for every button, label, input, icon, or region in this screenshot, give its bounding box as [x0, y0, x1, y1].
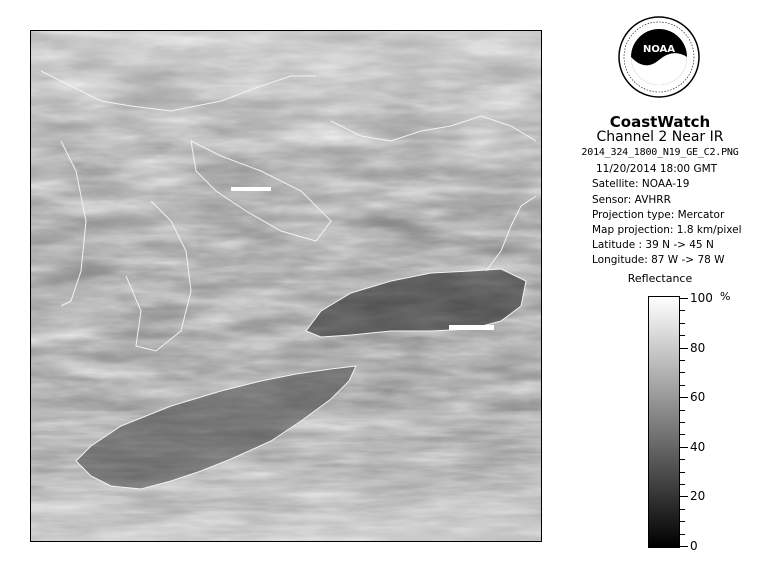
colorbar-major-tick	[680, 496, 688, 497]
datetime-text: 11/20/2014 18:00 GMT	[596, 163, 718, 175]
colorbar-major-tick	[680, 447, 688, 448]
colorbar-minor-tick	[680, 434, 685, 435]
colorbar-minor-tick	[680, 484, 685, 485]
colorbar-title: Reflectance	[627, 272, 693, 285]
noaa-logo	[618, 16, 700, 98]
colorbar-major-tick	[680, 397, 688, 398]
colorbar-tick-label: 20	[690, 489, 706, 504]
colorbar-minor-tick	[680, 323, 685, 324]
colorbar-minor-tick	[680, 410, 685, 411]
colorbar-tick-label: 80	[690, 340, 706, 355]
colorbar-minor-tick	[680, 360, 685, 361]
satellite-image	[30, 30, 542, 542]
colorbar-minor-tick	[680, 335, 685, 336]
filename-label: 2014_324_1800_N19_GE_C2.PNG	[581, 147, 739, 158]
colorbar-unit: %	[720, 290, 731, 303]
logo-center-text: NOAA	[642, 44, 676, 55]
colorbar-major-tick	[680, 348, 688, 349]
product-title: CoastWatch	[609, 113, 711, 131]
colorbar-major-tick	[680, 546, 688, 547]
colorbar-minor-tick	[680, 372, 685, 373]
colorbar-minor-tick	[680, 534, 685, 535]
colorbar-minor-tick	[680, 521, 685, 522]
satellite-text: Satellite: NOAA-19	[592, 178, 690, 190]
channel-subtitle: Channel 2 Near IR	[596, 129, 724, 145]
latitude-text: Latitude : 39 N -> 45 N	[592, 239, 714, 251]
colorbar-minor-tick	[680, 472, 685, 473]
longitude-text: Longitude: 87 W -> 78 W	[592, 254, 725, 266]
colorbar-tick-label: 100	[690, 291, 713, 305]
colorbar-tick-label: 60	[690, 390, 706, 405]
projection-type-text: Projection type: Mercator	[592, 209, 725, 221]
colorbar-minor-tick	[680, 459, 685, 460]
colorbar-minor-tick	[680, 509, 685, 510]
colorbar-tick-label: 0	[690, 539, 698, 553]
colorbar-minor-tick	[680, 385, 685, 386]
cloud-imagery	[31, 31, 542, 542]
colorbar-minor-tick	[680, 310, 685, 311]
colorbar-tick-label: 40	[690, 439, 706, 454]
colorbar-minor-tick	[680, 422, 685, 423]
reflectance-colorbar	[648, 296, 680, 548]
map-projection-text: Map projection: 1.8 km/pixel	[592, 224, 742, 236]
sensor-text: Sensor: AVHRR	[592, 194, 671, 206]
colorbar-major-tick	[680, 298, 688, 299]
